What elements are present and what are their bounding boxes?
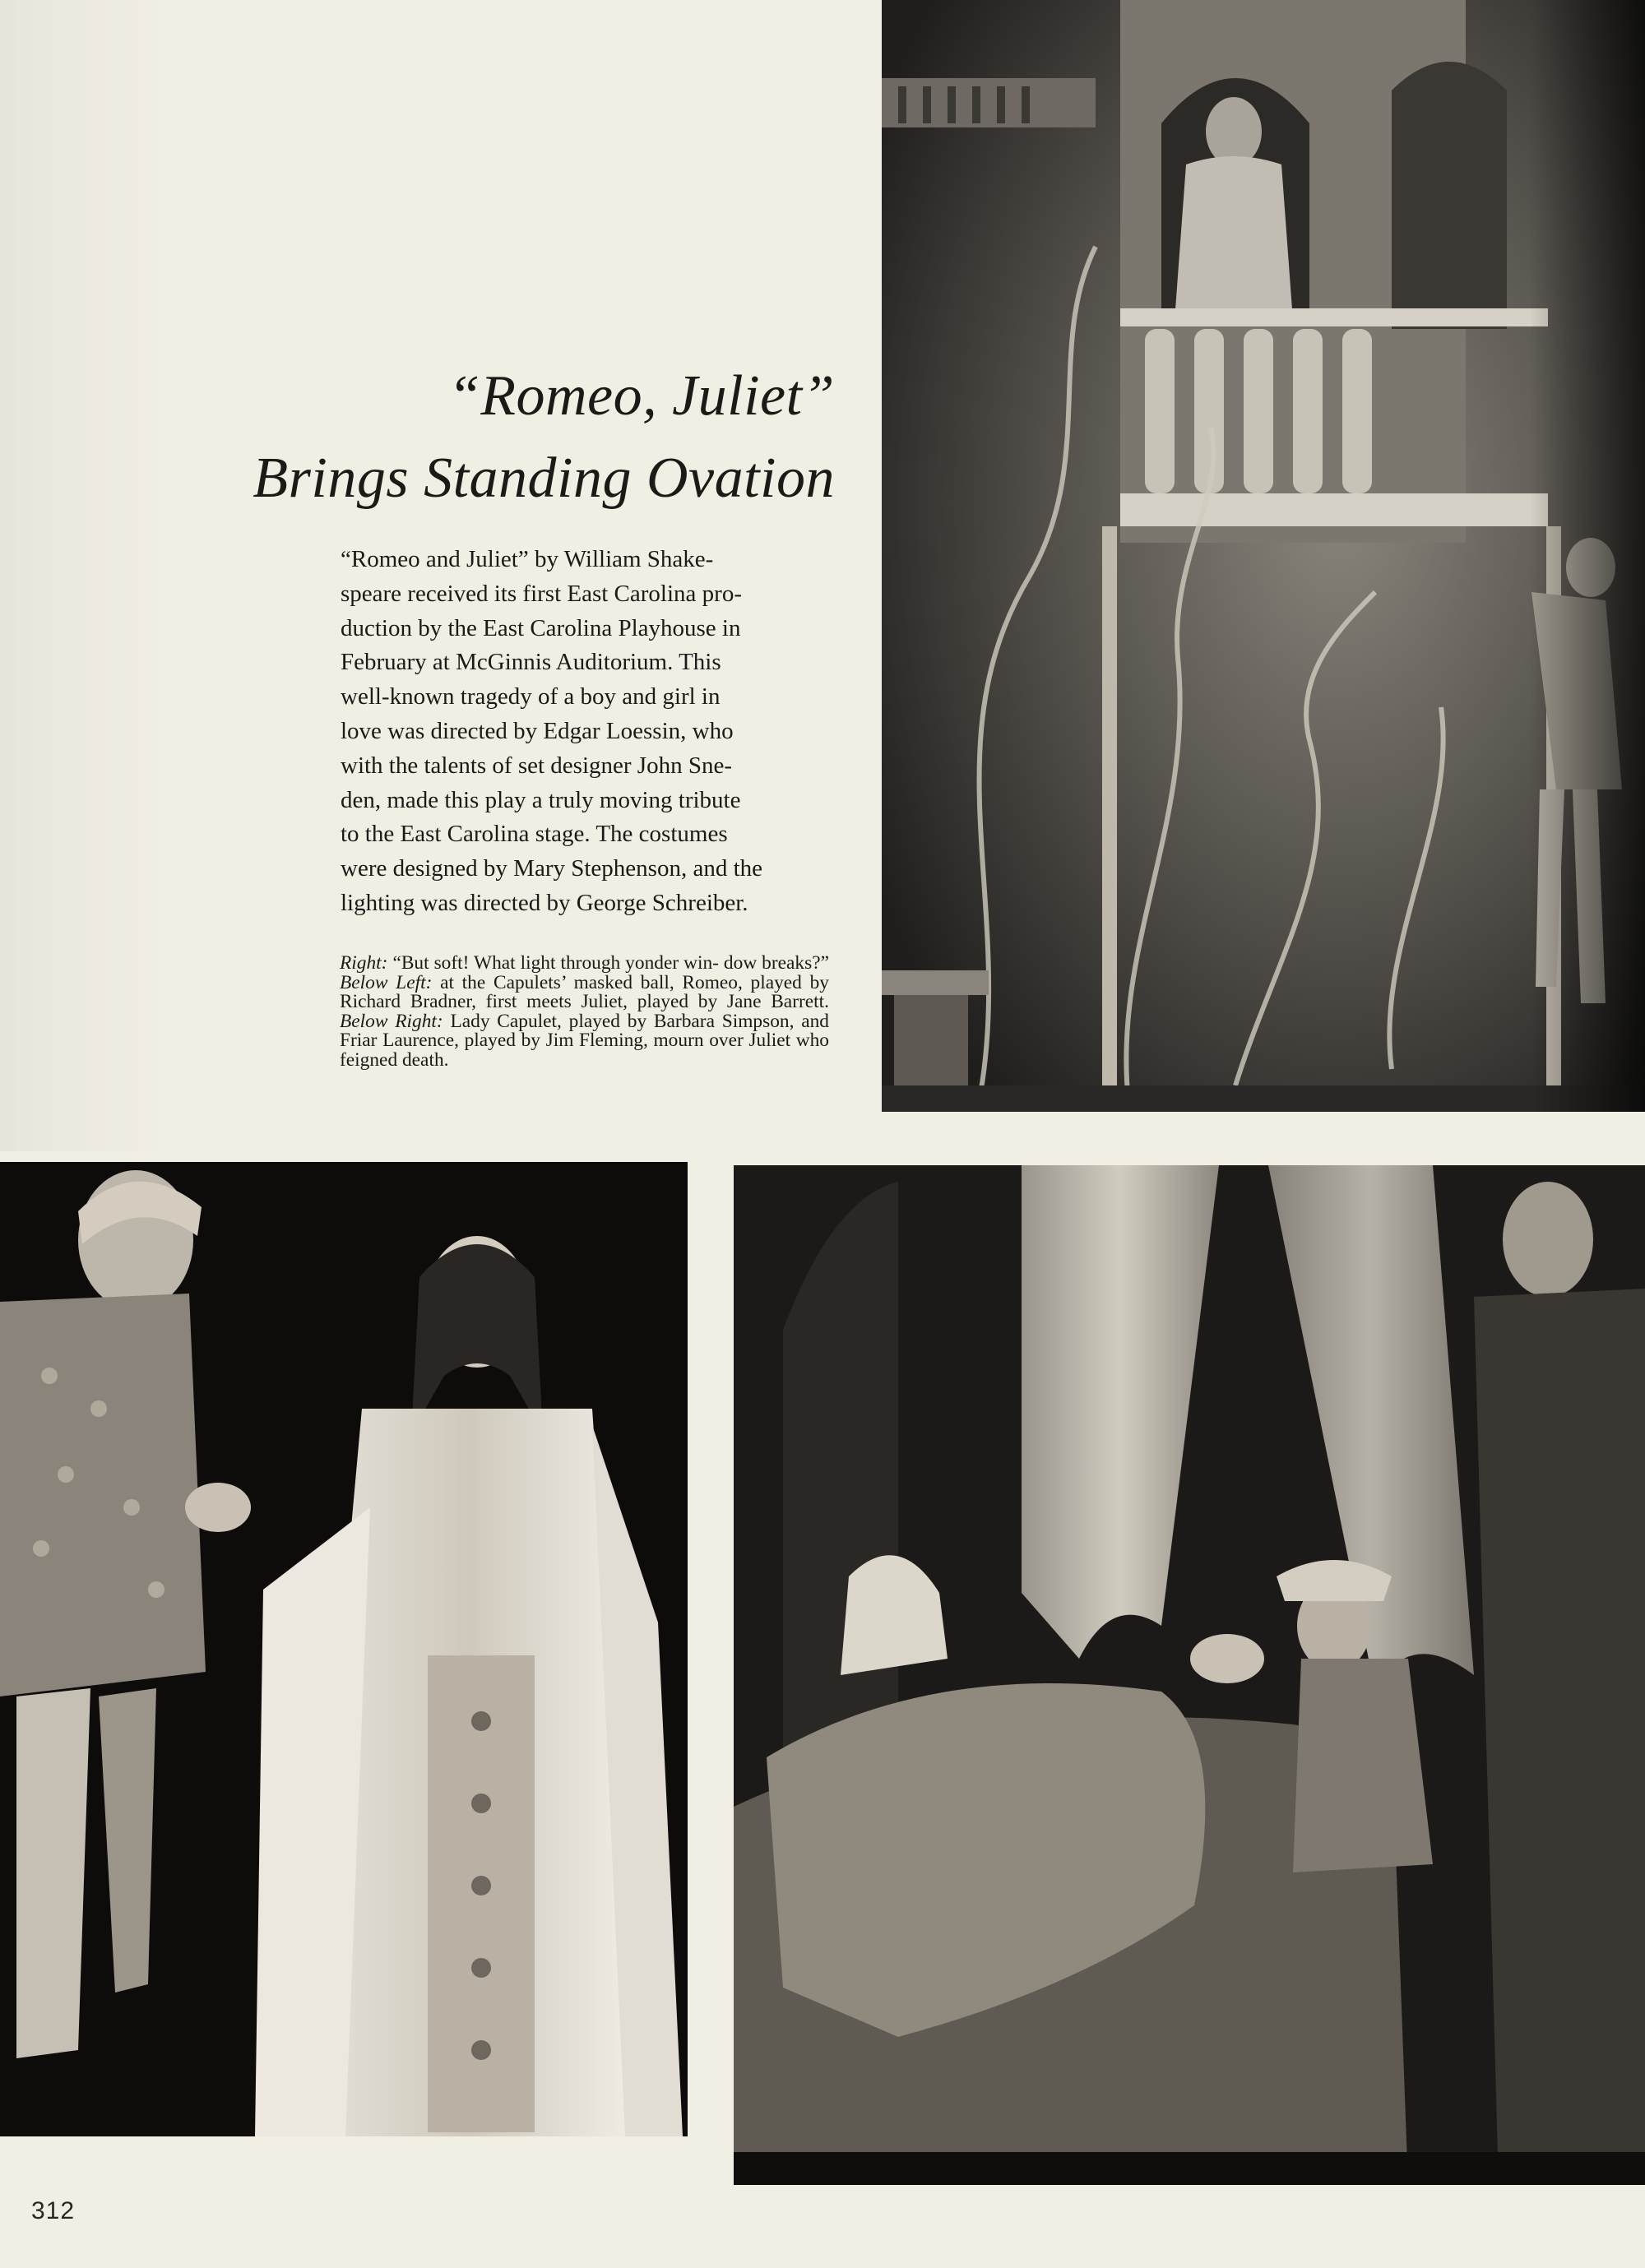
article-body [341, 543, 834, 921]
article-title [164, 355, 835, 520]
body-line: well-known tragedy of a boy and girl in [341, 683, 721, 710]
mourning-scene-photo [734, 1165, 1645, 2185]
caption-label-below-right: Below Right: [340, 1010, 443, 1032]
page-gutter-shade [0, 0, 164, 1151]
title-line-2: Brings Standing Ovation [253, 447, 835, 510]
photo-caption [340, 954, 829, 1070]
body-line: were designed by Mary Stephenson, and the [341, 855, 763, 882]
body-line: February at McGinnis Auditorium. This [341, 649, 721, 676]
title-line-1: “Romeo, Juliet” [447, 364, 835, 428]
caption-label-below-left: Below Left: [340, 971, 433, 993]
masked-ball-illustration [0, 1162, 688, 2136]
body-line: speare received its first East Carolina pro- [341, 580, 742, 607]
caption-text-right: “But soft! What light through yonder win- dow breaks?” [392, 952, 829, 974]
body-line: to the East Carolina stage. The costumes [341, 821, 728, 848]
body-line: lighting was directed by George Schreiber. [341, 889, 748, 916]
body-line: love was directed by Edgar Loessin, who [341, 717, 734, 744]
body-line: with the talents of set designer John Sne- [341, 752, 732, 779]
mourning-scene-illustration [734, 1165, 1645, 2185]
body-line: duction by the East Carolina Playhouse in [341, 614, 741, 641]
masked-ball-photo [0, 1162, 688, 2136]
caption-text-below-right: Lady Capulet, played by Barbara Simpson, and Friar Laurence, played by Jim Fleming, mourn over Juliet who feigned death. [340, 1010, 829, 1071]
caption-text-below-left: at the Capulets’ masked ball, Romeo, played by Richard Bradner, first meets Juliet, played by Jane Barrett. [340, 971, 829, 1012]
caption-label-right: Right: [340, 952, 388, 974]
body-line: “Romeo and Juliet” by William Shake- [341, 546, 714, 572]
page-number: 312 [31, 2197, 76, 2224]
balcony-scene-illustration [882, 0, 1645, 1112]
body-line: den, made this play a truly moving tribute [341, 786, 741, 813]
balcony-scene-photo [882, 0, 1645, 1112]
